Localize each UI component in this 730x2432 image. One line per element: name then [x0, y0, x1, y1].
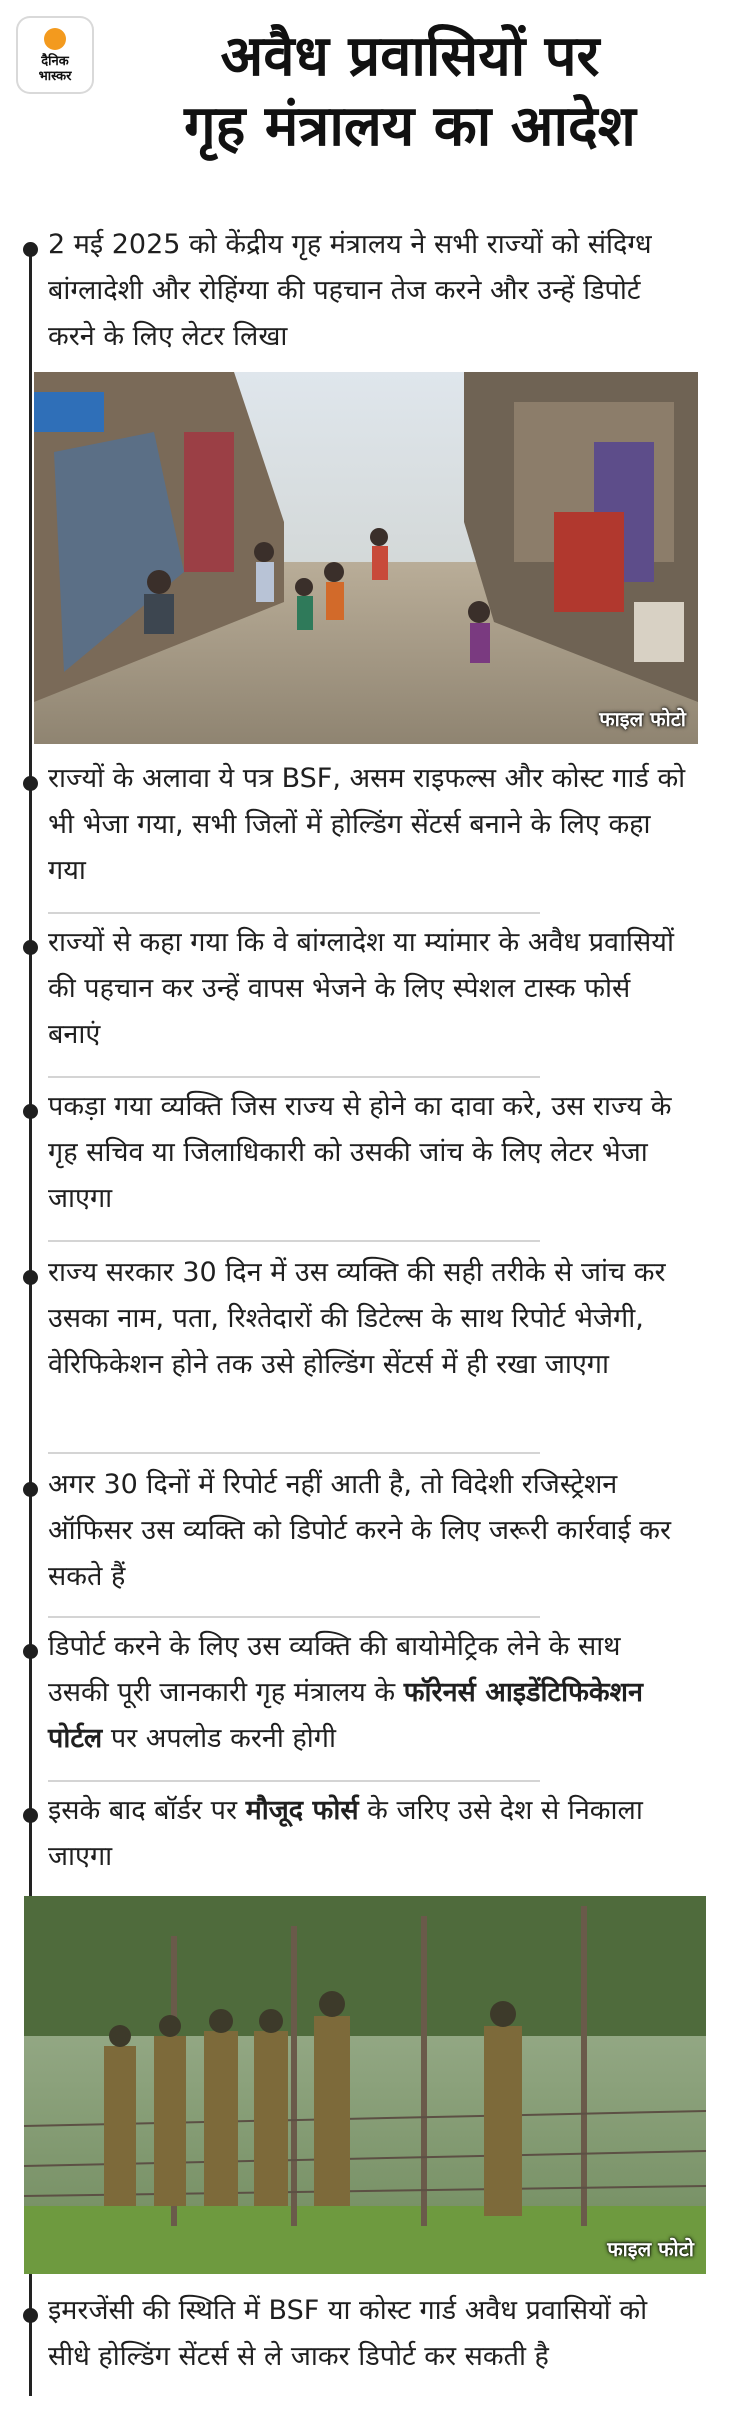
bullet-dot [23, 1482, 38, 1497]
divider [48, 1780, 540, 1782]
point-3: राज्यों से कहा गया कि वे बांग्लादेश या म्यांमार के अवैध प्रवासियों की पहचान कर उन्हें वापस भेजने के लिए स्पेशल टास्क फोर्स बनाएं [48, 927, 674, 1050]
bullet-dot [23, 940, 38, 955]
point-7-text: डिपोर्ट करने के लिए उस व्यक्ति की बायोमेट्रिक लेने के साथ उसकी पूरी जानकारी गृह मंत्रालय के [48, 1631, 621, 1708]
point-7-text-end: पर अपलोड करनी होगी [102, 1723, 336, 1754]
border-force-photo [24, 1896, 706, 2274]
title-line-1: अवैध प्रवासियों पर [220, 24, 600, 89]
portal-name: फॉरेनर्स आइडेंटिफिकेशन पोर्टल [48, 1677, 643, 1754]
bullet-dot [23, 242, 38, 257]
point-8-text-end: के जरिए उसे देश से निकाला जाएगा [48, 1795, 643, 1872]
bullet-dot [23, 1270, 38, 1285]
bullet-dot [23, 1104, 38, 1119]
divider [48, 1076, 540, 1078]
bullet-dot [23, 1644, 38, 1659]
point-8 [48, 1788, 688, 1880]
point-5: राज्य सरकार 30 दिन में उस व्यक्ति की सही तरीके से जांच कर उसका नाम, पता, रिश्तेदारों की डिटेल्स के साथ रिपोर्ट भेजेगी, वेरिफिकेशन होने तक उसे होल्डिंग सेंटर्स में ही रखा जाएगा [48, 1257, 666, 1380]
sun-icon [44, 28, 66, 50]
divider [48, 1616, 540, 1618]
point-1: 2 मई 2025 को केंद्रीय गृह मंत्रालय ने सभी राज्यों को संदिग्ध बांग्लादेशी और रोहिंग्या की पहचान तेज करने और उन्हें डिपोर्ट करने के लिए लेटर लिखा [48, 229, 652, 352]
point-9: इमरजेंसी की स्थिति में BSF या कोस्ट गार्ड अवैध प्रवासियों को सीधे होल्डिंग सेंटर्स से ले जाकर डिपोर्ट कर सकती है [48, 2295, 648, 2372]
point-6: अगर 30 दिनों में रिपोर्ट नहीं आती है, तो विदेशी रजिस्ट्रेशन ऑफिसर उस व्यक्ति को डिपोर्ट करने के लिए जरूरी कार्रवाई कर सकते हैं [48, 1469, 672, 1592]
bullet-dot [23, 1808, 38, 1823]
photo-caption: फाइल फोटो [607, 2237, 694, 2261]
divider [48, 1452, 540, 1454]
title-line-2: गृह मंत्रालय का आदेश [184, 94, 636, 159]
page-title [110, 22, 710, 162]
logo-line-2: भास्कर [38, 69, 72, 84]
divider [48, 1240, 540, 1242]
settlement-photo [34, 372, 698, 744]
bullet-dot [23, 776, 38, 791]
point-8-text: इसके बाद बॉर्डर पर [48, 1795, 246, 1826]
logo-line-1: दैनिक [41, 54, 69, 69]
dainik-bhaskar-logo[interactable] [18, 18, 92, 92]
divider [48, 912, 540, 914]
point-4: पकड़ा गया व्यक्ति जिस राज्य से होने का दावा करे, उस राज्य के गृह सचिव या जिलाधिकारी को उसकी जांच के लिए लेटर भेजा जाएगा [48, 1091, 672, 1214]
header [0, 0, 730, 178]
bullet-dot [23, 2308, 38, 2323]
photo-caption: फाइल फोटो [599, 707, 686, 731]
point-7 [48, 1624, 688, 1762]
force-name: मौजूद फोर्स [245, 1795, 359, 1826]
point-2: राज्यों के अलावा ये पत्र BSF, असम राइफल्स और कोस्ट गार्ड को भी भेजा गया, सभी जिलों में होल्डिंग सेंटर्स बनाने के लिए कहा गया [48, 763, 686, 886]
